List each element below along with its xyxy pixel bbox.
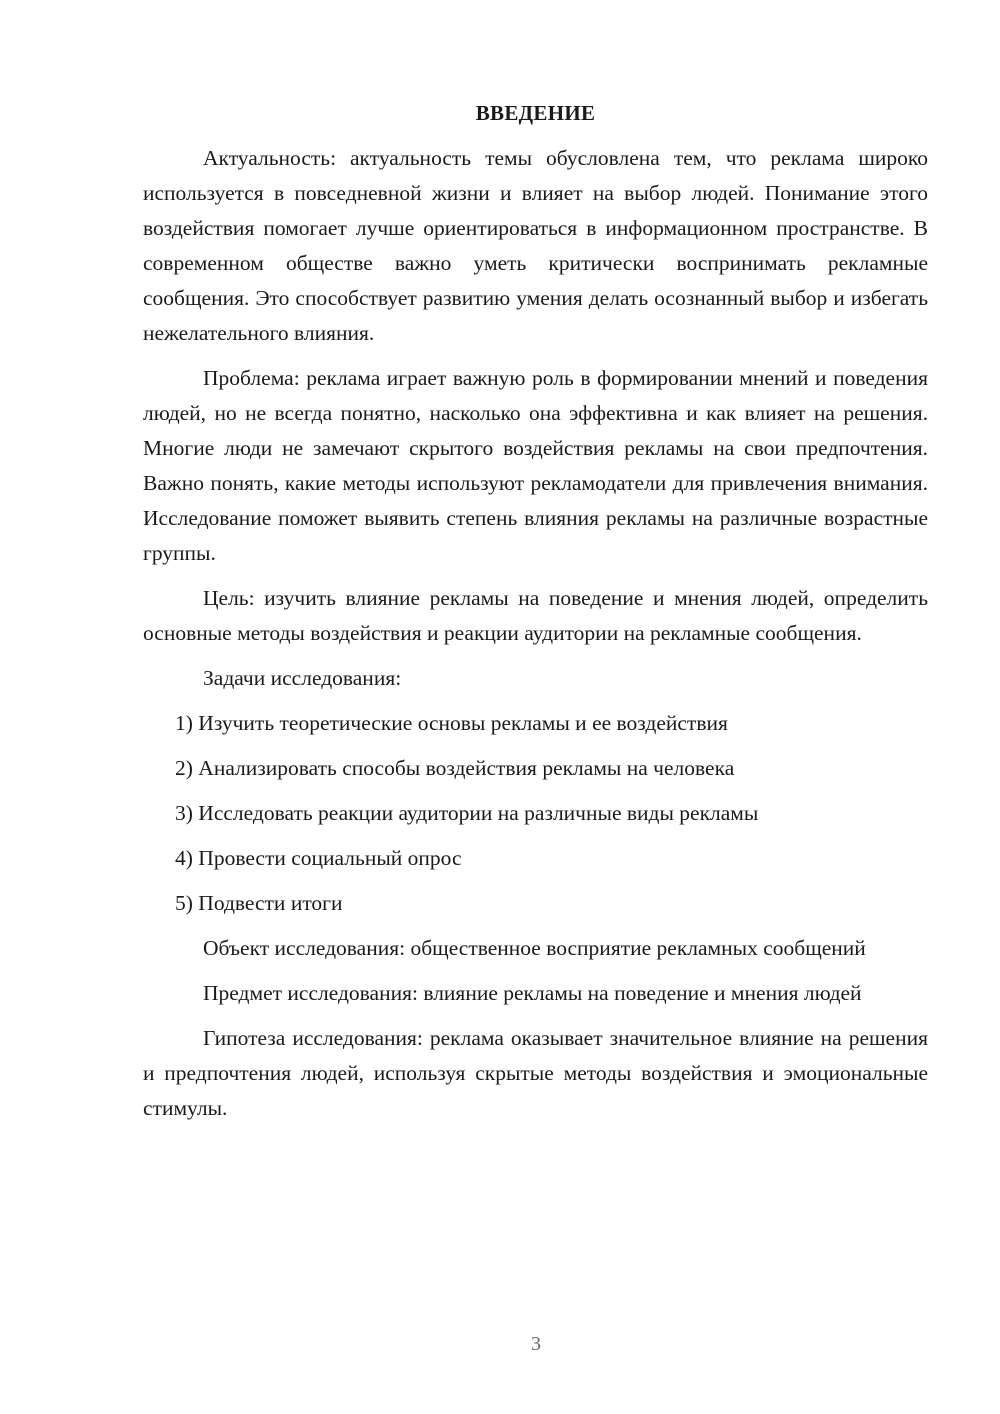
list-item-text: Изучить теоретические основы рекламы и ее воздействия bbox=[198, 711, 728, 735]
list-item-text: Подвести итоги bbox=[198, 891, 343, 915]
hypothesis-paragraph: Гипотеза исследования: реклама оказывает значительное влияние на решения и предпочтения людей, используя скрытые методы воздействия и эмоциональные стимулы. bbox=[143, 1026, 928, 1120]
list-item-text: Анализировать способы воздействия рекламы на человека bbox=[198, 756, 735, 780]
problem-paragraph: Проблема: реклама играет важную роль в формировании мнений и поведения людей, но не всегда понятно, насколько она эффективна и как влияет на решения. Многие люди не замечают скрытого воздействия рекламы на свои предпочтения. Важно понять, какие методы используют рекламодатели для привлечения внимания. Исследование поможет выявить степень влияния рекламы на различные возрастные группы. bbox=[143, 366, 928, 565]
document-page bbox=[143, 96, 928, 1136]
list-item-number: 1) bbox=[175, 711, 199, 735]
list-item-number: 4) bbox=[175, 846, 199, 870]
subject-paragraph: Предмет исследования: влияние рекламы на поведение и мнения людей bbox=[203, 981, 862, 1005]
tasks-list bbox=[143, 706, 928, 921]
goal-paragraph: Цель: изучить влияние рекламы на поведение и мнения людей, определить основные методы воздействия и реакции аудитории на рекламные сообщения. bbox=[143, 586, 928, 645]
relevance-paragraph: Актуальность: актуальность темы обусловлена тем, что реклама широко используется в повседневной жизни и влияет на выбор людей. Понимание этого воздействия помогает лучше ориентироваться в информационном пространстве. В современном обществе важно уметь критически воспринимать рекламные сообщения. Это способствует развитию умения делать осознанный выбор и избегать нежелательного влияния. bbox=[143, 146, 928, 345]
list-item bbox=[143, 796, 928, 831]
list-item-text: Исследовать реакции аудитории на различные виды рекламы bbox=[198, 801, 759, 825]
page-number: 3 bbox=[531, 1333, 541, 1355]
list-item bbox=[143, 751, 928, 786]
list-item-text: Провести социальный опрос bbox=[198, 846, 462, 870]
list-item-number: 3) bbox=[175, 801, 199, 825]
list-item bbox=[143, 886, 928, 921]
tasks-heading: Задачи исследования: bbox=[203, 666, 402, 690]
list-item bbox=[143, 706, 928, 741]
page-title: ВВЕДЕНИЕ bbox=[475, 101, 596, 125]
list-item bbox=[143, 841, 928, 876]
list-item-number: 2) bbox=[175, 756, 199, 780]
list-item-number: 5) bbox=[175, 891, 199, 915]
object-paragraph: Объект исследования: общественное восприятие рекламных сообщений bbox=[203, 936, 866, 960]
